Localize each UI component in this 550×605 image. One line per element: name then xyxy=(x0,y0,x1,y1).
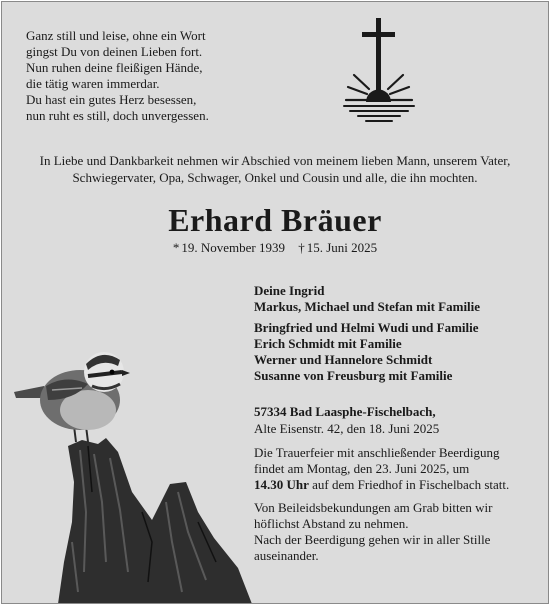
condolence-line: auseinander. xyxy=(254,548,319,563)
condolence-line: Von Beileidsbekundungen am Grab bitten wir xyxy=(254,500,493,515)
blue-tit-on-stump-icon xyxy=(2,342,252,604)
address-street-date: Alte Eisenstr. 42, den 18. Juni 2025 xyxy=(254,421,440,436)
mourner: Susanne von Freusburg mit Familie xyxy=(254,368,453,383)
condolence-note xyxy=(254,500,492,564)
poem xyxy=(26,28,209,124)
poem-line: Ganz still und leise, ohne ein Wort xyxy=(26,28,206,43)
service-time: 14.30 Uhr xyxy=(254,477,309,492)
birth-date: * 19. November 1939 xyxy=(172,240,285,255)
service-line xyxy=(254,477,509,493)
mourner: Markus, Michael und Stefan mit Familie xyxy=(254,299,481,314)
intro-line: Schwiegervater, Opa, Schwager, Onkel und Cousin und alle, die ihn mochten. xyxy=(72,170,478,185)
funeral-service-info xyxy=(254,445,509,493)
poem-line: gingst Du von deinen Lieben fort. xyxy=(26,44,203,59)
mourners-list xyxy=(254,283,480,384)
mourner: Deine Ingrid xyxy=(254,283,325,298)
death-symbol: † xyxy=(298,240,305,255)
mourner: Erich Schmidt mit Familie xyxy=(254,336,402,351)
mourner: Bringfried und Helmi Wudi und Familie xyxy=(254,320,479,335)
service-location: auf dem Friedhof in Fischelbach statt. xyxy=(308,477,510,492)
poem-line: Du hast ein gutes Herz besessen, xyxy=(26,92,197,107)
birth-symbol: * xyxy=(172,240,180,255)
service-line: findet am Montag, den 23. Juni 2025, um xyxy=(254,461,470,476)
life-dates xyxy=(2,240,548,256)
intro-line: In Liebe und Dankbarkeit nehmen wir Abschied von meinem lieben Mann, unserem Vater, xyxy=(39,153,511,168)
mourner: Werner und Hannelore Schmidt xyxy=(254,352,433,367)
address-block xyxy=(254,403,439,437)
condolence-line: Nach der Beerdigung gehen wir in aller Stille xyxy=(254,532,491,547)
cross-sunrise-icon xyxy=(336,14,424,124)
farewell-intro xyxy=(12,152,538,186)
deceased-name: Erhard Bräuer xyxy=(168,202,382,238)
service-line: Die Trauerfeier mit anschließender Beerdigung xyxy=(254,445,500,460)
death-date: † 15. Juni 2025 xyxy=(298,240,378,255)
obituary-notice xyxy=(1,1,549,604)
condolence-line: höflichst Abstand zu nehmen. xyxy=(254,516,409,531)
address-city: 57334 Bad Laasphe-Fischelbach, xyxy=(254,404,436,419)
poem-line: die tätig waren immerdar. xyxy=(26,76,160,91)
poem-line: nun ruht es still, doch unvergessen. xyxy=(26,108,209,123)
poem-line: Nun ruhen deine fleißigen Hände, xyxy=(26,60,203,75)
